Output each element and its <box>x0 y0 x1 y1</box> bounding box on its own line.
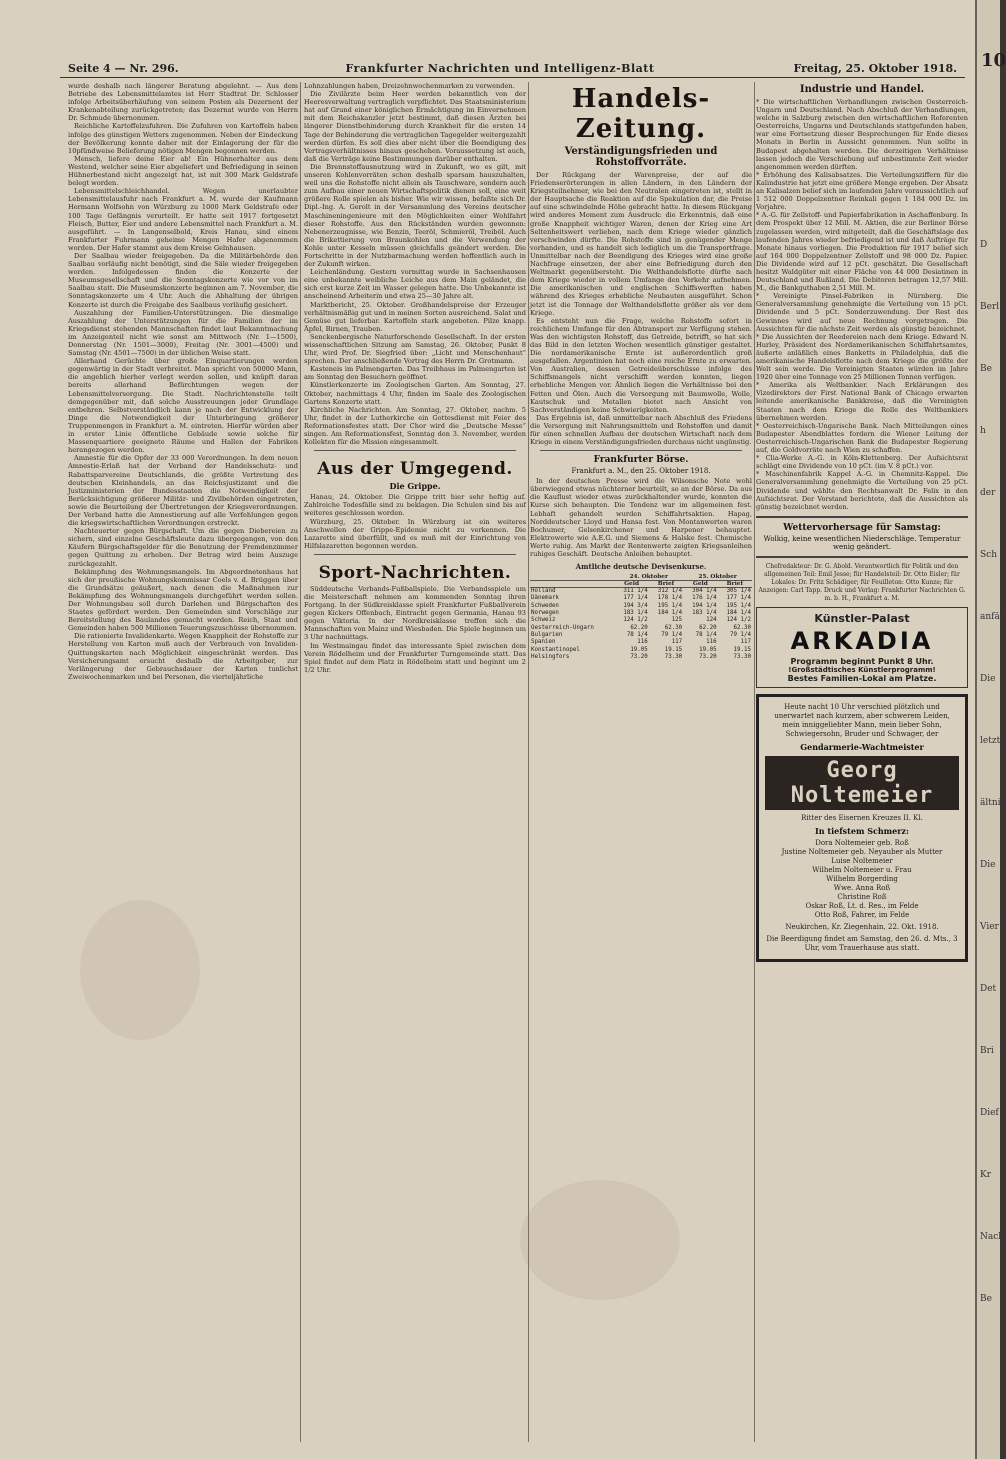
currency-rate: 79 1/4 <box>661 631 683 638</box>
funeral-info: Die Beerdigung findet am Samstag, den 26. d. Mts., 3 Uhr, vom Trauerhause aus statt. <box>766 935 958 953</box>
currency-rate: 311 1/4 <box>623 588 648 595</box>
article-westmaingau: Im Westmaingau findet das interessante Spiel zwischen dem Verein Rödelheim und der Frankfurter Turngemeinde statt. Das Spiel findet auf dem Platz in Rödelheim statt und beginnt um 2 1/2 Uhr. <box>304 641 526 674</box>
currency-rate: 183 1/4 <box>623 610 648 617</box>
currency-rate: 194 1/4 <box>692 602 717 609</box>
page-number: Seite 4 — Nr. 296. <box>68 62 179 75</box>
adjacent-page-fragment: Die <box>980 674 996 684</box>
currency-rate: 195 1/4 <box>657 602 683 609</box>
currency-rate: 304 1/4 <box>692 588 717 595</box>
adjacent-page-fragment: Berl <box>980 302 1000 312</box>
section-title-industry: Industrie und Handel. <box>799 84 925 95</box>
article-church: Kirchliche Nachrichten. Am Sonntag, 27. Oktober, nachm. 5 Uhr, findet in der Lutherkirche ein Gottesdienst mit Feier des Reformationsfestes statt. Der Chor wird die „Deutsche Messe“ singen. Am Reformationsfest, Sonntag den 3. November, werden Kollekten für die Mission eingesammelt. <box>304 405 526 447</box>
ad-program-description: !Großstädtisches Künstlerprogramm! <box>788 666 936 675</box>
currency-name: Norwegen <box>531 610 559 617</box>
currency-rate: 117 <box>671 639 683 646</box>
currency-rate: 73.30 <box>664 653 683 660</box>
adjacent-page-fragment: h <box>980 426 986 436</box>
adjacent-page-fragment: letzt <box>980 736 1001 746</box>
masthead <box>60 60 965 78</box>
currency-row <box>530 595 752 602</box>
currency-rate: 194 3/4 <box>623 602 648 609</box>
currency-row <box>530 610 752 617</box>
article-paragraph: * Oesterreichisch-Ungarische Bank. Nach Mitteilungen eines Budapester Abendblattes fordern die Wiener Leitung der Oesterreichisch-Ungarischen Bank die Budapester Regierung auf, die Goldvorräte nach Wien zu schaffen. <box>756 421 968 455</box>
currency-rate: 19.05 <box>630 646 648 653</box>
currency-rate: 305 1/4 <box>726 588 751 595</box>
adjacent-page-fragment: Sch <box>980 550 998 560</box>
article-paragraph: * Erhöhung des Kalisabsatzes. Die Verteilungsziffern für die Kalindustrie hat jetzt eine größere Menge ergeben. Der Absatz an Kalisalzen belief sich im laufenden Jahre voraussichtlich auf 1 512 000 Doppelzentner Reinkali gegen 1 184 000 Dz. im Vorjahre. <box>756 170 968 212</box>
currency-row <box>530 654 752 661</box>
section-title-sport: Sport-Nachrichten. <box>318 562 512 583</box>
currency-rate: 176 1/4 <box>692 595 717 602</box>
currency-row <box>530 588 752 596</box>
currency-name: Oesterreich-Ungarn <box>531 624 594 631</box>
adjacent-page-fragment: Dief <box>980 1108 999 1118</box>
currency-rate: 73.20 <box>630 653 648 660</box>
article-doctors: Die Zivilärzte beim Heer werden bekanntlich von der Heeresverwaltung vertraglich verpflichtet. Das Staatsministerium hat auf Grund einer königlichen Ermächtigung im Einvernehmen mit dem Reichskanzler jetzt bestimmt, daß diesen Ärzten bei längerer Dienstbehinderung durch Krankheit für die ersten 14 Tage der Behinderung die vertraglichen Tagegelder weitergezahlt werden dürfen. Es soll dies aber nicht über die Beendigung des Vertragsverhältnisses hinaus geschehen. Voraussetzung ist auch, daß die Verträge keine Bestimmungen darüber enthalten. <box>304 90 526 163</box>
currency-row <box>530 603 752 610</box>
currency-table <box>530 574 752 661</box>
section-title-commerce: Handels-Zeitung. <box>571 84 711 144</box>
article-zoo: Künstlerkonzerte im Zoologischen Garten. Am Sonntag, 27. Oktober, nachmittags 4 Uhr, finden im Saale des Zoologischen Gartens Konzerte statt. <box>304 381 526 406</box>
section-subtitle-flu: Die Grippe. <box>389 481 441 492</box>
currency-rate: 73.30 <box>733 653 751 660</box>
currency-rate: 62.20 <box>630 624 648 631</box>
currency-rate: 62.20 <box>699 624 717 631</box>
advertisement-arkadia <box>756 607 968 688</box>
mourners-heading: In tiefstem Schmerz: <box>815 826 909 837</box>
currency-name: Spanien <box>531 639 556 646</box>
currency-rate: 177 1/4 <box>623 595 648 602</box>
currency-rate: 184 1/4 <box>726 610 751 617</box>
currency-rate: 124 1/2 <box>623 617 648 624</box>
death-intro: Heute nacht 10 Uhr verschied plötzlich und unerwartet nach kurzem, aber schwerem Leiden, mein inniggeliebter Mann, mein lieber Sohn, Schwiegersohn, Bruder und Schwager, der <box>774 703 950 739</box>
adjacent-page-fragment: Nach <box>980 1232 1005 1242</box>
article-paragraph: wurde deshalb nach längerer Beratung abgelehnt. — Aus dem Betriebe des Lebensmittelamtes ist Herr Stadtrat Dr. Schlosser infolge Arbeitsüberhäufung von seinem Posten als Dezernent der Krankenabteilung zurückgetreten; das Dezernat wurde von Herrn Dr. Schmude übernommen. <box>68 82 298 123</box>
adjacent-page-fragment: ältni <box>980 798 1001 808</box>
article-paragraph: * A.-G. für Zellstoff- und Papierfabrikation in Aschaffenburg. In dem Prospekt über 12 Mill. M. Aktien, die zur Berliner Börse zugelassen werden, wird mitgeteilt, daß die Geschäftslage des laufenden Jahres wieder befriedigend ist und daß Aufträge für Monate hinaus vorliegen. Die Produktion für 1917 belief sich auf 164 000 Doppelzentner Zellstoff und 98 000 Dz. Papier. Die Dividende wird auf 12 pCt. geschätzt. Die Gesellschaft besitzt Waldgüter mit einer Fläche von 44 000 Desiatinen in Deutschland und Rußland. Die Debitoren betragen 12,57 Mill. M., die Bankguthaben 2,51 Mill. M. <box>756 211 968 293</box>
article-family-support: Auszahlung der Familien-Unterstützungen. Die diesmalige Auszahlung der Unterstützungen für die Familien der im Kriegsdienst stehenden Mannschaften findet laut Bekanntmachung im Anzeigenteil nicht wie sonst am Mittwoch (Nr. 1—1500), Donnerstag (Nr. 1501—3000), Freitag (Nr. 3001—4500) und Samstag (Nr. 4501—7500) in der üblichen Weise statt. <box>68 308 298 358</box>
article-paragraph: * Die Aussichten der Reedereien nach dem Kriege. Edward N. Hurley, Präsident des Nordamerikanischen Schiffahrtsamtes, äußerte anläßlich eines Banketts in Philadelphia, daß die amerikanische Handelsflotte nach dem Kriege die größte der Welt sein werde. Die Vereinigten Staaten würden im Jahre 1920 über eine Tonnage von 25 Millionen Tonnen verfügen. <box>756 332 968 382</box>
currency-row <box>530 617 752 624</box>
currency-table-title: Amtliche deutsche Devisenkurse. <box>575 562 707 572</box>
currency-rate: 177 1/4 <box>726 595 751 602</box>
currency-name: Holland <box>531 588 556 595</box>
adjacent-page-fragment: Be <box>980 1294 992 1304</box>
currency-row <box>530 625 752 632</box>
currency-name: Schweiz <box>531 617 556 624</box>
adjacent-page-fragment: anfäl <box>980 612 1003 622</box>
section-title-exchange: Frankfurter Börse. <box>593 455 689 466</box>
adjacent-page-fragment: Vier <box>980 922 999 932</box>
currency-table-date-header: 24. Oktober <box>614 574 683 581</box>
article-paragraph: * Clia-Werke A.-G. in Köln-Klettenberg. Der Aufsichtsrat schlägt eine Dividende von 10 pCt. (im V. 8 pCt.) vor. <box>756 454 968 471</box>
currency-rate: 79 1/4 <box>730 631 751 638</box>
article-corpse: Leichenländung. Gestern vormittag wurde in Sachsenhausen eine unbekannte weibliche Leiche aus dem Main geländet, die sich erst kurze Zeit im Wasser gelegen hatte. Die Unbekannte ist anscheinend Arbeiterin und etwa 25—30 Jahre alt. <box>304 268 526 301</box>
currency-rate: 195 1/4 <box>726 602 751 609</box>
article-paragraph: * Vereinigte Pinsel-Fabriken in Nürnberg. Die Generalversammlung genehmigte die Verteilung von 15 pCt. Dividende und 5 pCt. Sonderzuwendung. Der Rest des Gewinnes wird auf neue Rechnung vorgetragen. Die Aussichten für die nächste Zeit werden als günstig bezeichnet. <box>756 292 968 333</box>
editorial-credits: Chefredakteur: Dr. G. Abold. Verantwortlich für Politik und den allgemeinen Teil: Emil Jesse; für Handelsteil: Dr. Otto Eisler; für Lokales: Dr. Fritz Schädiger; für Feuilleton: Otto Kunze; für Anzeigen: Carl Tapp. Druck und Verlag: Frankfurter Nachrichten G. m. b. H., Frankfurt a. M. <box>758 562 966 603</box>
currency-table-date-header: 25. Oktober <box>683 574 752 581</box>
column-industry <box>756 82 968 1442</box>
ad-program-time: Programm beginnt Punkt 8 Uhr. <box>790 657 934 667</box>
weather-forecast: Wolkig, keine wesentlichen Niederschläge. Temperatur wenig geändert. <box>763 534 961 551</box>
ad-venue-type: Künstler-Palast <box>814 612 910 626</box>
currency-table-subheader: Geld <box>683 581 717 588</box>
currency-rate: 19.05 <box>699 646 717 653</box>
currency-rate: 124 1/2 <box>726 617 751 624</box>
currency-name: Konstantinopel <box>531 646 580 653</box>
article-paragraph: * Amerika als Weltbankier. Nach Erklärungen des Vizedirektors der First National Bank of Chicago erwarten leitende amerikanische Bankkreise, daß die Vereinigten Staaten nach dem Kriege die Rolle des Weltbankiers übernehmen werden. <box>756 381 968 422</box>
article-market: Marktbericht, 25. Oktober. Großhandelspreise der Erzeuger verhältnismäßig gut und in meinen Sorten ausreichend. Salat und Gemüse gut lieferbar. Kartoffeln stark angeboten. Pilze knapp. Äpfel, Birnen, Trauben. <box>304 300 526 333</box>
adjacent-page-fragment: der <box>980 488 996 498</box>
article-paragraph: Das Ergebnis ist, daß unmittelbar nach Abschluß des Friedens die Versorgung mit Nahrungsmitteln und Rohstoffen und damit für einen schnellen Aufbau der deutschen Wirtschaft nach dem Kriege in einem Verständigungsfrieden durchaus nicht ungünstig. <box>530 413 752 447</box>
article-black-market: Lebensmittelschleichhandel. Wegen unerlaubter Lebensmittelausfuhr nach Frankfurt a. M. wurde der Kaufmann Hermann Wolfsohn von Würzburg zu 1000 Mark Geldstrafe oder 100 Tage Gefängnis verurteilt. Er hatte seit 1917 fortgesetzt Fleisch, Butter, Eier und andere Lebensmittel nach Frankfurt a. M. ausgeführt. — In Langenselbold, Kreis Hanau, sind einem Frankfurter Fuhrmann geheime Mengen Hafer abgenommen worden. Der Hafer stammt aus dem Kreise Gelnhausen. <box>68 187 298 252</box>
death-place-date: Neukirchen, Kr. Ziegenhain, 22. Okt. 1918. <box>785 923 939 932</box>
article-paragraph: * Maschinenfabrik Kappel A.-G. in Chemnitz-Kappel. Die Generalversammlung genehmigte die Verteilung von 25 pCt. Dividende und wählte den Rechtsanwalt Dr. Felix in den Aufsichtsrat. Der Vorstand berichtete, daß die Aussichten als günstig bezeichnet werden. <box>756 470 968 511</box>
ad-tagline: Bestes Familien-Lokal am Platze. <box>787 674 937 684</box>
currency-rate: 62.30 <box>664 624 683 631</box>
weather-title: Wettervorhersage für Samstag: <box>783 522 941 533</box>
currency-rate: 116 <box>637 639 648 646</box>
currency-rate: 116 <box>706 639 717 646</box>
currency-rate: 125 <box>671 617 683 624</box>
deceased-rank: Gendarmerie-Wachtmeister <box>800 742 924 753</box>
issue-date: Freitag, 25. Oktober 1918. <box>793 62 957 75</box>
article-football: Süddeutsche Verbands-Fußballspiele. Die Verbandsspiele um die Meisterschaft nehmen am kommenden Sonntag ihren Fortgang. In der Südkreisklasse spielt Frankfurter Fußballverein gegen Kickers Offenbach, Eintracht gegen Germania, Hanau 93 gegen Viktoria. In der Nordkreisklasse treffen sich die Mannschaften von Mainz und Wiesbaden. Die Spiele beginnen um 3 Uhr nachmittags. <box>304 584 526 642</box>
currency-rate: 62.30 <box>733 624 751 631</box>
article-paragraph: Der Rückgang der Warenpreise, der auf die Friedenserörterungen in allen Ländern, in den Ländern der Kriegsteilnehmer, wie bei den Neutralen eingetreten ist, stellt in der Hauptsache die Reaktion auf die Spekulation dar, die Preise auf eine schwindelnde Höhe gebracht hatte. In diesem Rückgang wird anderes Moment zum Ausdruck: die Erkenntnis, daß eine große Knappheit wichtiger Waren, denen der Krieg eine Art Seltenheitswert verliehen, nach dem Kriege wieder gänzlich verschwinden dürfte. Die Rohstoffe sind in genügender Menge vorhanden, und es handelt sich lediglich um die Transportfrage. Unmittelbar nach der Beendigung des Krieges wird eine große Nachfrage einsetzen, der aber eine Befriedigung durch den Weltmarkt gegenübersteht. Die Welthandelsflotte dürfte nach dem Kriege wieder in vollem Umfange den Verkehr aufnehmen. Die amerikanischen und englischen Schiffswerften haben während des Krieges erhebliche Neubauten ausgeführt. Schon jetzt ist die Tonnage der Welthandelsflotte größer als vor dem Kriege. <box>530 171 752 317</box>
article-headline: Verständigungsfrieden und Rohstoffvorräte. <box>564 146 718 168</box>
currency-rate: 184 1/4 <box>657 610 683 617</box>
article-exchange: In der deutschen Presse wird die Wilsonsche Note wohl überwiegend etwas nüchterner beurteilt, so an der Börse. Da aus die Kauflust wieder etwas zurückhaltender wurde, konnten die Kurse sich behaupten. Die Tendenz war im allgemeinen fest. Lebhaft gehandelt wurden Schiffahrtsaktien. Hapag, Norddeutscher Lloyd und Hansa fest. Von Montanwerten waren Bochumer, Gelsenkirchener und Harpener behauptet. Elektrowerte wie A.E.G. und Siemens & Halske fest. Chemische Werte ruhig. Am Markt der Rentenwerte zeigten Kriegsanleihen ruhiges Geschäft. Deutsche Anleihen behauptet. <box>530 477 752 559</box>
currency-table-subheader: Brief <box>718 581 752 588</box>
adjacent-page-fragment: Det <box>980 984 997 994</box>
column-local-news <box>68 82 298 1442</box>
mourners-list: Dora Noltemeier geb. Roß Justine Noltemeier geb. Neyauber als Mutter Luise Noltemeier Wilhelm Noltemeier u. Frau Wilhelm Borgerding Wwe. Anna Roß Christine Roß Oskar Roß, Lt. d. Res., im Felde Otto Roß, Fahrer, im Felde <box>781 839 943 920</box>
currency-name: Helsingfors <box>531 653 570 660</box>
adjacent-page-fragment: D <box>980 240 988 250</box>
article-wuerzburg: Würzburg, 25. Oktober. In Würzburg ist ein weiteres Anschwellen der Grippe-Epidemie nicht zu verkennen. Die Lazarette sind überfüllt, und es muß mit der Einrichtung von Hilfslazaretten begonnen werden. <box>304 517 526 550</box>
currency-row <box>530 647 752 654</box>
currency-table-subheader <box>530 581 614 588</box>
currency-rate: 78 1/4 <box>695 631 717 638</box>
currency-rate: 312 1/4 <box>657 588 683 595</box>
adjacent-page-fragment: Kr <box>980 1170 992 1180</box>
currency-rate: 178 1/4 <box>657 595 683 602</box>
currency-rate: 117 <box>740 639 751 646</box>
ad-venue-name: ARKADIA <box>790 627 934 656</box>
currency-name: Dänemark <box>531 595 559 602</box>
adjacent-page-fragment: Be <box>980 364 992 374</box>
currency-rate: 78 1/4 <box>626 631 648 638</box>
adjacent-page-fragment: Bri <box>980 1046 994 1056</box>
newspaper-title: Frankfurter Nachrichten und Intelligenz-Blatt <box>345 62 655 75</box>
column-commerce <box>530 82 752 1442</box>
article-rumors: Allerhand Gerüchte über große Einquartierungen werden gegenwärtig in der Stadt verbreitet. Man spricht von 50000 Mann, die angeblich hierher verlegt werden sollen, und knüpft daran bereits allerhand Befürchtungen wegen der Lebensmittelversorgung. Die Stadt. Nachrichtenstelle teilt demgegenüber mit, daß solche Ausstreuungen jeder Grundlage entbehren. Selbstverständlich kann je nach der Entwicklung der Dinge die Notwendigkeit der Unterbringung größerer Truppenmengen in Frankfurt a. M. eintreten. Hierfür würden aber in erster Linie öffentliche Gebäude sowie solche für Massenquartiere geeignete Räume und Hallen der Fabriken herangezogen werden. <box>68 357 298 455</box>
article-guarantee: Nachteuerter gegen Bürgschaft. Um die gegen Diebereien zu sichern, sind einzelne Geschäftsleute dazu übergegangen, von den Käufern Bürgschaftsgelder für die Benutzung der Fremdenzimmer gegen Quittung zu erheben. Der Betrag wird beim Auszuge zurückgezahlt. <box>68 527 298 568</box>
article-potatoes: Reichliche Kartoffelzufuhren. Die Zufuhren von Kartoffeln haben infolge des günstigen Wetters zugenommen. Neben der Eindeckung der Bevölkerung konnte daher mit der Einlagerung der für die 10pfündweise Belieferung nötigen Mengen begonnen werden. <box>68 122 298 155</box>
article-palmengarten: Kasteneis im Palmengarten. Das Treibhaus im Palmengarten ist am Sonntag den Besuchern geöffnet. <box>304 365 526 382</box>
currency-name: Bulgarien <box>531 631 563 638</box>
article-senckenberg: Senckenbergische Naturforschende Gesellschaft. In der ersten wissenschaftlichen Sitzung am Samstag, 26. Oktober, Punkt 8 Uhr, wird Prof. Dr. Siegfried über: „Licht und Menschenhaut“ sprechen. Der anschließende Vortrag des Herrn Dr. Grotmann. <box>304 332 526 366</box>
currency-row <box>530 639 752 646</box>
currency-table-subheader: Brief <box>649 581 683 588</box>
article-eggs: Mensch, liefere deine Eier ab! Ein Hühnerhalter aus dem Westend, welcher seine Eier abgeliefert und Befriedigung in seinen Hühnerbestand nicht angezeigt hat, ist mit 300 Mark Geldstrafe belegt worden. <box>68 154 298 188</box>
currency-rate: 124 <box>706 617 717 624</box>
currency-rate: 19.15 <box>664 646 683 653</box>
currency-table-subheader: Geld <box>614 581 648 588</box>
article-invalid-card: Die rationierte Invalidenkarte. Wegen Knappheit der Rohstoffe zur Herstellung von Karton muß auch der Verbrauch von Invaliden-Quittungskarten nach Möglichkeit eingeschränkt werden. Das Versicherungsamt ersucht deshalb die Arbeitgeber, zur Verlängerung der Gebrauchsdauer der Karten tunlichst Zweiwochenmarken und bei Personen, die vierteljährliche <box>68 632 298 681</box>
article-paragraph: Lohnzahlungen haben, Dreizehnwochenmarken zu verwenden. <box>304 82 515 90</box>
death-notice <box>756 694 968 962</box>
article-amnesty: Amnestie für die Opfer der 33 000 Verordnungen. In dem neuen Amnestie-Erlaß hat der Verband der Handelsschutz- und Rabattsparvereine Deutschlands, die größte Vertretung des deutschen Kleinhandels, an das Reichsjustizamt und die Justizministerien der Bundesstaaten die Notwendigkeit der Berücksichtigung größerer Militär- und Zivilbehörden eingetreten, sowie die Beurteilung der Übertretungen der Kriegsverordnungen. Der Verband hatte die Amnestierung auf alle Verfehlungen gegen die kriegswirtschaftlichen Verordnungen erstreckt. <box>68 454 298 528</box>
article-fuel: Die Brennstoffausnutzung wird in Zukunft, wo es gilt, mit unseren Kohlenvorräten schon deshalb sparsam hauszuhalten, weil uns die Rohstoffe nicht allein als Tauschware, sondern auch zum Aufbau einer neuen Wirtschaftspolitik dienen soll, eine weit größere Rolle spielen als bisher. Wie wir wissen, befaßte sich Dr. Dipl.-Ing. A. Gerolt in der Versammlung des Vereins deutscher Maschineningenieure mit den Möglichkeiten einer Wohlfahrt dieser Rohstoffe. Aus den Rückständen wurden gewonnen: Nebenerzeugnisse, wie Benzin, Teeröl, Schmieröl, Treiböl. Auch die Brikettierung von Braunkohlen und die Verwendung der Kohle unter Kesseln müssen gleichfalls geändert werden. Die Fortschritte in der Nutzbarmachung werden hoffentlich auch in der Zukunft wirken. <box>304 162 526 269</box>
section-title-region: Aus der Umgegend. <box>317 459 513 480</box>
adjacent-page-number: 10 <box>981 50 1006 71</box>
article-saalbau: Der Saalbau wieder freigegeben. Da die Militärbehörde den Saalbau vorläufig nicht benötigt, sind die Säle wieder freigegeben worden. Infolgedessen finden die Konzerte der Museumsgesellschaft und die Sonntagskonzerte wie vor von im Saalbau statt. Die Museumskonzerte beginnen am 7. November, die Sonntagskonzerte um 4 Uhr. Auch die Abhaltung der übrigen Konzerte ist durch die Freigabe des Saalbaus vorläufig gesichert. <box>68 251 298 309</box>
article-hanau: Hanau, 24. Oktober. Die Grippe tritt hier sehr heftig auf. Zahlreiche Todesfälle sind zu beklagen. Die Schulen sind bis auf weiteres geschlossen worden. <box>304 493 526 518</box>
column-mixed-news <box>304 82 526 1442</box>
currency-rate: 73.20 <box>699 653 717 660</box>
adjacent-page-edge <box>975 0 1006 1459</box>
adjacent-page-fragment: Die <box>980 860 996 870</box>
deceased-honor: Ritter des Eisernen Kreuzes II. Kl. <box>801 814 923 823</box>
currency-row <box>530 632 752 639</box>
article-paragraph: * Die wirtschaftlichen Verhandlungen zwischen Oesterreich-Ungarn und Deutschland. Nach Abschluß der Verhandlungen, welche in Salzburg zwischen den wirtschaftlichen Referenten Oesterreichs, Ungarns und Deutschlands stattgefunden haben, war eine Fortsetzung dieser Besprechungen für Ende dieses Monats in Berlin in Aussicht genommen. Nun sollte in Budapest abgehalten werden. Die derzeitigen Verhältnisse lassen jedoch die Verschiebung auf unbestimmte Zeit wieder angenommen werden dürften. <box>756 98 968 171</box>
currency-rate: 19.15 <box>733 646 751 653</box>
deceased-name: Georg Noltemeier <box>765 756 959 810</box>
exchange-dateline: Frankfurt a. M., den 25. Oktober 1918. <box>571 467 711 476</box>
currency-rate: 183 1/4 <box>692 610 717 617</box>
article-housing: Bekämpfung des Wohnungsmangels. Im Abgeordnetenhaus hat sich der preußische Wohnungskommissar Coels v. d. Brüggen über die Grundsätze geäußert, nach denen die Maßnahmen zur Bekämpfung des Wohnungsmangels durchgeführt werden sollen. Der Wohnungsbau soll durch Darlehen und Bürgschaften des Staates gefördert werden. Den Gemeinden sind Vorschläge zur Bereitstellung des Baulandes gemacht worden. Reich, Staat und Gemeinden haben 500 Millionen Teuerungszuschüsse übernommen. <box>68 567 298 633</box>
article-paragraph: Es entsteht nun die Frage, welche Rohstoffe sofort in reichlichem Umfange für den Abtransport zur Verfügung stehen. Was den wichtigsten Rohstoff, das Getreide, betrifft, so hat sich das Bild in den letzten Wochen wesentlich günstiger gestaltet. Die nordamerikanische Ernte ist außerordentlich groß ausgefallen. Argentinien hat noch eine reiche Ernte zu erwarten. Von Australien, dessen Getreideüberschüsse infolge des Schiffsmangels nicht verschifft werden konnten, liegen erhebliche Mengen vor. Ähnlich liegen die Verhältnisse bei den Fetten und Ölen. Auch die Versorgung mit Baumwolle, Wolle, Kautschuk und Metallen bietet nach Ansicht von Sachverständigen keine Schwierigkeiten. <box>530 316 752 414</box>
currency-name: Schweden <box>531 602 559 609</box>
